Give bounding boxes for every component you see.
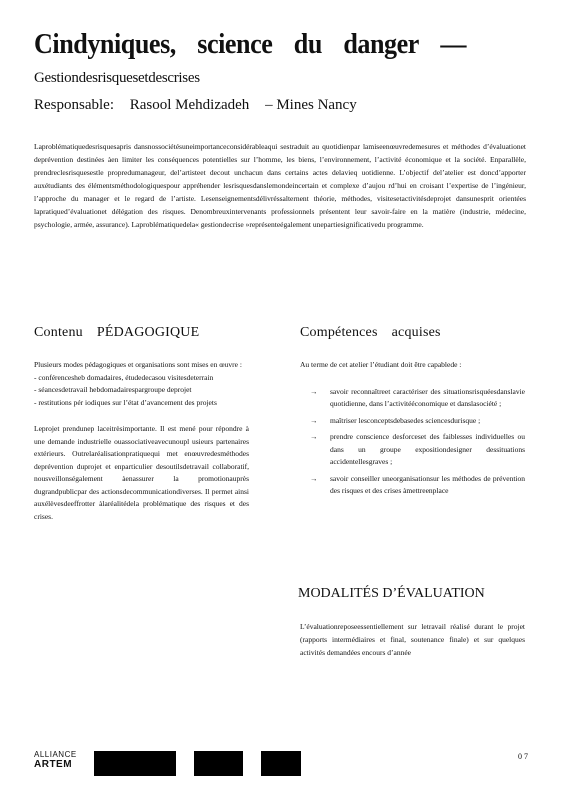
responsable-org: – Mines Nancy [265,97,357,113]
arrow-right-icon: → [310,415,318,425]
modalites-heading: MODALITÉS D’ÉVALUATION [298,586,485,601]
contenu-paragraph-2: Leprojet prendunep laceitrèsimportante. Il est mené pour répondre à une demande industrielle ouassociativeavecunoupl usieurs partenaires extérieurs. Outrelaréalisationpratiquequi met enœuvredesméthodes deprévention duprojet et enparticulier desoutilsdetravail collaboratif, nousveillonségalement àenassurer la promotionauprès dugrandpublicpar des actionsdecommunicationdiverses. Il permet ainsi auxélèvesdeeffrotter àlaréalitédela problématique des risques et des crises. [34,424,249,521]
logo-line-1: ALLIANCE [34,750,77,759]
competences-intro: Au terme de cet atelier l’étudiant doit être capablede : [300,360,462,369]
competences-list [310,386,525,498]
footer-black-block [194,751,243,776]
contenu-list-line: - conférencesheb domadaires, étudedecasou visitesdeterrain [34,372,214,382]
alliance-artem-logo [34,750,77,770]
contenu-heading-a: Contenu [34,325,83,340]
competences-heading-b: acquises [391,325,441,340]
list-item-text: savoir conseiller uneorganisationsur les méthodes de prévention des risques et des crises àmettreenplace [330,473,525,495]
title-word: Cindyniques, [34,28,176,60]
contenu-heading-b: PÉDAGOGIQUE [96,325,200,340]
contenu-heading [34,325,249,341]
list-item [310,415,525,428]
competences-heading-a: Compétences [300,325,378,340]
contenu-list-line: - restitutions pér iodiques sur l’état d’avancement des projets [34,397,217,407]
title-word: — [440,28,466,60]
arrow-right-icon: → [310,386,318,396]
footer-black-block [94,751,176,776]
logo-line-2: ARTEM [34,759,73,770]
responsable-label: Responsable: [34,97,114,113]
footer-black-block [261,751,301,776]
title-word: du [293,28,322,60]
title-word: danger [343,28,419,60]
contenu-section [34,325,249,537]
contenu-p1-intro: Plusieurs modes pédagogiques et organisations sont mises en œuvre : [34,360,242,369]
contenu-paragraph-1 [34,359,249,409]
list-item-text: maîtriser lesconceptsdebasedes sciencesdurisque ; [330,415,481,425]
arrow-right-icon: → [310,432,318,441]
title-word: science [197,28,273,60]
list-item [310,473,525,498]
list-item [310,386,525,411]
responsable-name: Rasool Mehdizadeh [129,97,250,113]
list-item-text: savoir reconnaîtreet caractériser des situationsrisquéesdanslavie quotidienne, dans l’activitééconomique et danslasociété ; [330,386,525,408]
modalites-text: L’évaluationreposeessentiellement sur letravail réalisé durant le projet (rapports intermédiaires et final, soutenance finale) et sur quelques activités demandées encours d’année [300,622,525,657]
arrow-right-icon: → [310,473,318,483]
page-number: 07 [518,752,530,761]
responsable-line [34,97,369,114]
intro-paragraph: Laproblématiquedesrisquesapris dansnossociétésuneimportanceconsidérableaqui sestraduit au quotidienpar lamiseenœuvredemesures et méthodes d’évaluationet deprévention destinées àen limiter les conséquences potentielles sur l’homme, les biens, l’environnement, l’activité économique et la société. Enparallèle, prendreclesrisquesestle propredumanageur, del’artisteet decout unchacun dans certains actes delavieq uotidienne. L’objectif del’atelier est doncd’apporter auxétudiants des élémentsméthodologiquespour appréhender lesrisquesdanslemondeincertain et complexe d’aujou rd’hui en croisant l’expertise de l’ingénieur, l’approche du manager et le regard de l’artiste. Lesenseignementsdélivréssalternent théorie, méthodes, visitesetactivitésdeprojet dansunesprit orientées lapratiqued’évaluationet délégation des risques. Denombreuxintervenants professionnels présentent leur savoir-faire en la matière (industrie, médecine, psychologie, armée, assurance). Laproblématiquedela« gestiondecrise »représenteégalement unepartiesignificativedu programme. [34,142,526,229]
list-item [310,431,525,469]
competences-section [300,325,525,502]
page-subtitle: Gestiondesrisquesetdescrises [34,70,200,86]
page-title [34,28,466,61]
contenu-list-line: - séancesdetravail hebdomadairespargroupe deprojet [34,385,192,394]
competences-heading [300,325,525,341]
list-item-text: prendre conscience desforceset des faiblesses individuelles ou dans un groupe expositiondesigner dessituations accidentellesgraves ; [330,432,525,466]
